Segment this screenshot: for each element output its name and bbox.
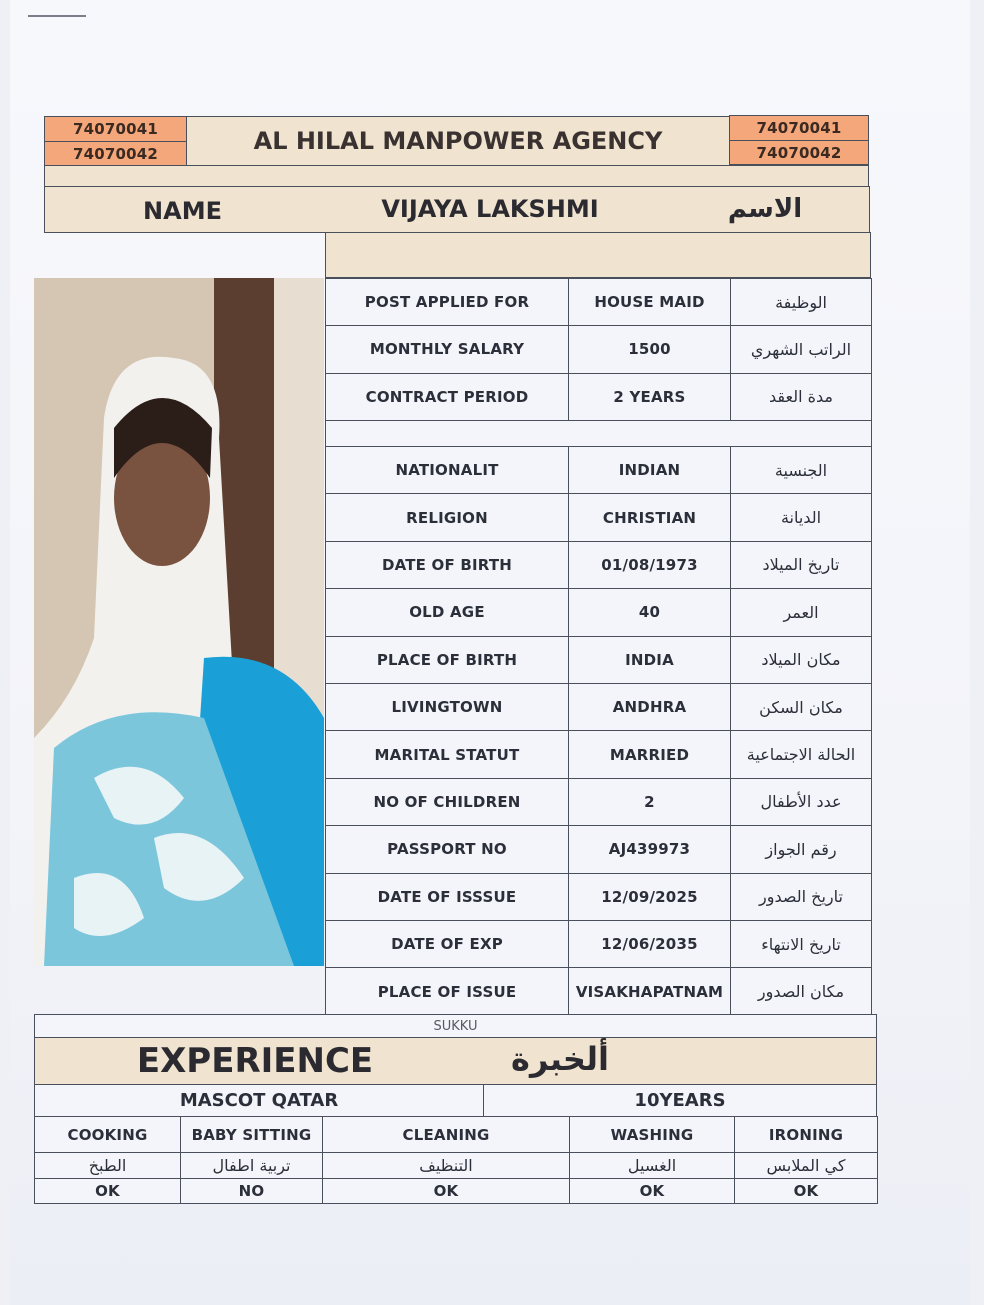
detail-value: 2 YEARS <box>568 373 731 421</box>
detail-label: MARITAL STATUT <box>325 730 569 778</box>
detail-label-ar: مكان الصدور <box>730 967 872 1015</box>
detail-label: RELIGION <box>325 493 569 541</box>
detail-label: DATE OF EXP <box>325 920 569 968</box>
detail-label-ar: عدد الأطفال <box>730 778 872 826</box>
detail-label-ar: الجنسية <box>730 446 872 494</box>
skill-name: BABY SITTING <box>180 1116 323 1153</box>
detail-value: 40 <box>568 588 731 636</box>
skill-name-ar: التنظيف <box>322 1152 570 1179</box>
detail-value: ANDHRA <box>568 683 731 731</box>
detail-label-ar: الحالة الاجتماعية <box>730 730 872 778</box>
phone-right-2: 74070042 <box>729 140 869 165</box>
name-value: VIJAYA LAKSHMI <box>381 195 599 223</box>
skill-status: OK <box>34 1178 181 1204</box>
name-label-ar: الاسم <box>727 194 803 224</box>
detail-label-ar: الراتب الشهري <box>730 325 872 373</box>
detail-value: 2 <box>568 778 731 826</box>
detail-label-ar: مدة العقد <box>730 373 872 421</box>
skill-status: NO <box>180 1178 323 1204</box>
detail-label-ar: تاريخ الانتهاء <box>730 920 872 968</box>
skill-name: COOKING <box>34 1116 181 1153</box>
skill-name: WASHING <box>569 1116 735 1153</box>
header-spacer <box>44 165 869 187</box>
detail-label: PLACE OF ISSUE <box>325 967 569 1015</box>
experience-countries: MASCOT QATAR <box>34 1084 484 1117</box>
detail-label: CONTRACT PERIOD <box>325 373 569 421</box>
detail-label: POST APPLIED FOR <box>325 278 569 326</box>
experience-title-ar: ألخبرة <box>511 1040 609 1078</box>
detail-value: INDIA <box>568 636 731 684</box>
detail-label: PASSPORT NO <box>325 825 569 873</box>
detail-label-ar: مكان السكن <box>730 683 872 731</box>
detail-label-ar: تاريخ الميلاد <box>730 541 872 589</box>
experience-title: EXPERIENCE <box>136 1041 374 1081</box>
detail-label-ar: الوظيفة <box>730 278 872 326</box>
detail-label: DATE OF ISSSUE <box>325 873 569 921</box>
skill-name: IRONING <box>734 1116 878 1153</box>
skill-status: OK <box>569 1178 735 1204</box>
detail-value: 12/09/2025 <box>568 873 731 921</box>
detail-label: NATIONALIT <box>325 446 569 494</box>
skill-name-ar: الطبخ <box>34 1152 181 1179</box>
detail-label-ar: رقم الجواز <box>730 825 872 873</box>
detail-label-ar: العمر <box>730 588 872 636</box>
phone-left-2: 74070042 <box>44 141 187 166</box>
detail-label-ar: تاريخ الصدور <box>730 873 872 921</box>
detail-value: 1500 <box>568 325 731 373</box>
applicant-photo <box>34 278 324 966</box>
detail-value: HOUSE MAID <box>568 278 731 326</box>
skill-name-ar: تربية اطفال <box>180 1152 323 1179</box>
detail-label: PLACE OF BIRTH <box>325 636 569 684</box>
top-mark <box>28 15 86 17</box>
photo-caption: SUKKU <box>34 1014 877 1038</box>
skill-name-ar: كي الملابس <box>734 1152 878 1179</box>
detail-label-ar: الديانة <box>730 493 872 541</box>
detail-value: 12/06/2035 <box>568 920 731 968</box>
detail-value: AJ439973 <box>568 825 731 873</box>
detail-label: LIVINGTOWN <box>325 683 569 731</box>
detail-label: NO OF CHILDREN <box>325 778 569 826</box>
skill-status: OK <box>322 1178 570 1204</box>
phone-right-1: 74070041 <box>729 115 869 141</box>
name-label: NAME <box>143 197 222 225</box>
detail-label-ar: مكان الميلاد <box>730 636 872 684</box>
detail-label: OLD AGE <box>325 588 569 636</box>
detail-value: 01/08/1973 <box>568 541 731 589</box>
skill-name-ar: الغسيل <box>569 1152 735 1179</box>
phone-left-1: 74070041 <box>44 116 187 142</box>
agency-title: AL HILAL MANPOWER AGENCY <box>186 116 730 166</box>
skill-name: CLEANING <box>322 1116 570 1153</box>
detail-label: MONTHLY SALARY <box>325 325 569 373</box>
detail-value: VISAKHAPATNAM <box>568 967 731 1015</box>
skill-status: OK <box>734 1178 878 1204</box>
details-spacer <box>325 420 872 447</box>
detail-value: MARRIED <box>568 730 731 778</box>
details-header-spacer <box>325 232 871 278</box>
detail-value: CHRISTIAN <box>568 493 731 541</box>
experience-years: 10YEARS <box>483 1084 877 1117</box>
detail-value: INDIAN <box>568 446 731 494</box>
detail-label: DATE OF BIRTH <box>325 541 569 589</box>
photo-illustration <box>34 278 324 966</box>
